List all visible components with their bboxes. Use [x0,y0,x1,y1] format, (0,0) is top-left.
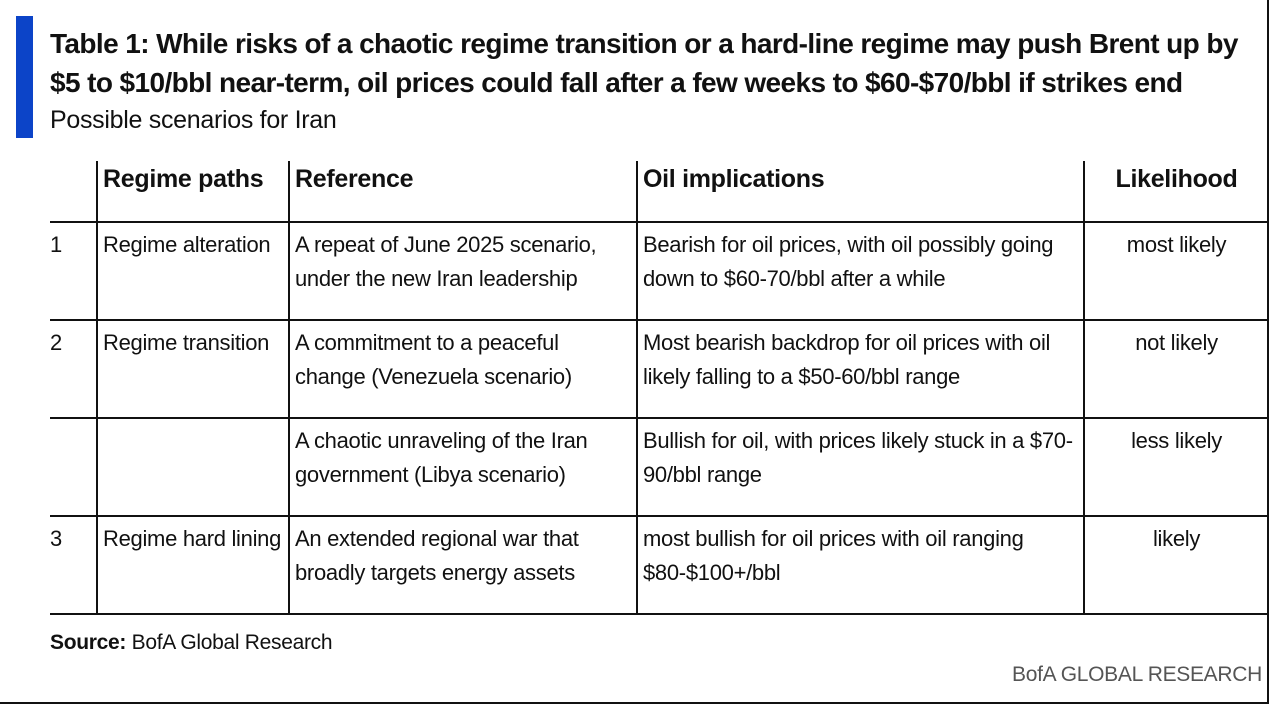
source-label: Source: [50,631,127,654]
row-number: 2 [50,320,97,418]
bottom-border-rule [0,702,1269,704]
table-title: Table 1: While risks of a chaotic regime transition or a hard-line regime may push Brent up by $5 to $10/bbl near-term, oil prices could fall after a few weeks to $60-$70/bbl if strikes end [50,28,1238,98]
row-number [50,418,97,516]
regime-path-cell: Regime hard lining [97,516,289,614]
title-accent-bar [16,16,33,138]
row-number: 1 [50,222,97,320]
likelihood-cell: less likely [1084,418,1268,516]
regime-path-cell: Regime transition [97,320,289,418]
likelihood-cell: most likely [1084,222,1268,320]
regime-path-cell [97,418,289,516]
scenarios-table [50,161,1268,615]
oil-implication-cell: Bearish for oil prices, with oil possibly going down to $60-70/bbl after a while [637,222,1084,320]
header-oil-implications: Oil implications [637,161,1084,222]
header-reference: Reference [289,161,637,222]
oil-implication-cell: most bullish for oil prices with oil ranging $80-$100+/bbl [637,516,1084,614]
likelihood-cell: likely [1084,516,1268,614]
table-subtitle: Possible scenarios for Iran [50,106,337,134]
reference-cell: An extended regional war that broadly targets energy assets [289,516,637,614]
source-note [50,628,332,658]
reference-cell: A commitment to a peaceful change (Venezuela scenario) [289,320,637,418]
table-row [50,516,1268,614]
table-header-row [50,161,1268,222]
source-value: BofA Global Research [131,631,333,654]
table-row [50,222,1268,320]
row-number: 3 [50,516,97,614]
likelihood-cell: not likely [1084,320,1268,418]
table-row [50,320,1268,418]
regime-path-cell: Regime alteration [97,222,289,320]
table-row [50,418,1268,516]
reference-cell: A repeat of June 2025 scenario, under the new Iran leadership [289,222,637,320]
oil-implication-cell: Most bearish backdrop for oil prices with oil likely falling to a $50-60/bbl range [637,320,1084,418]
header-number [50,161,97,222]
brand-footer: BofA GLOBAL RESEARCH [1012,663,1262,686]
header-regime-paths: Regime paths [97,161,289,222]
header-likelihood: Likelihood [1084,161,1268,222]
reference-cell: A chaotic unraveling of the Iran government (Libya scenario) [289,418,637,516]
oil-implication-cell: Bullish for oil, with prices likely stuck in a $70-90/bbl range [637,418,1084,516]
